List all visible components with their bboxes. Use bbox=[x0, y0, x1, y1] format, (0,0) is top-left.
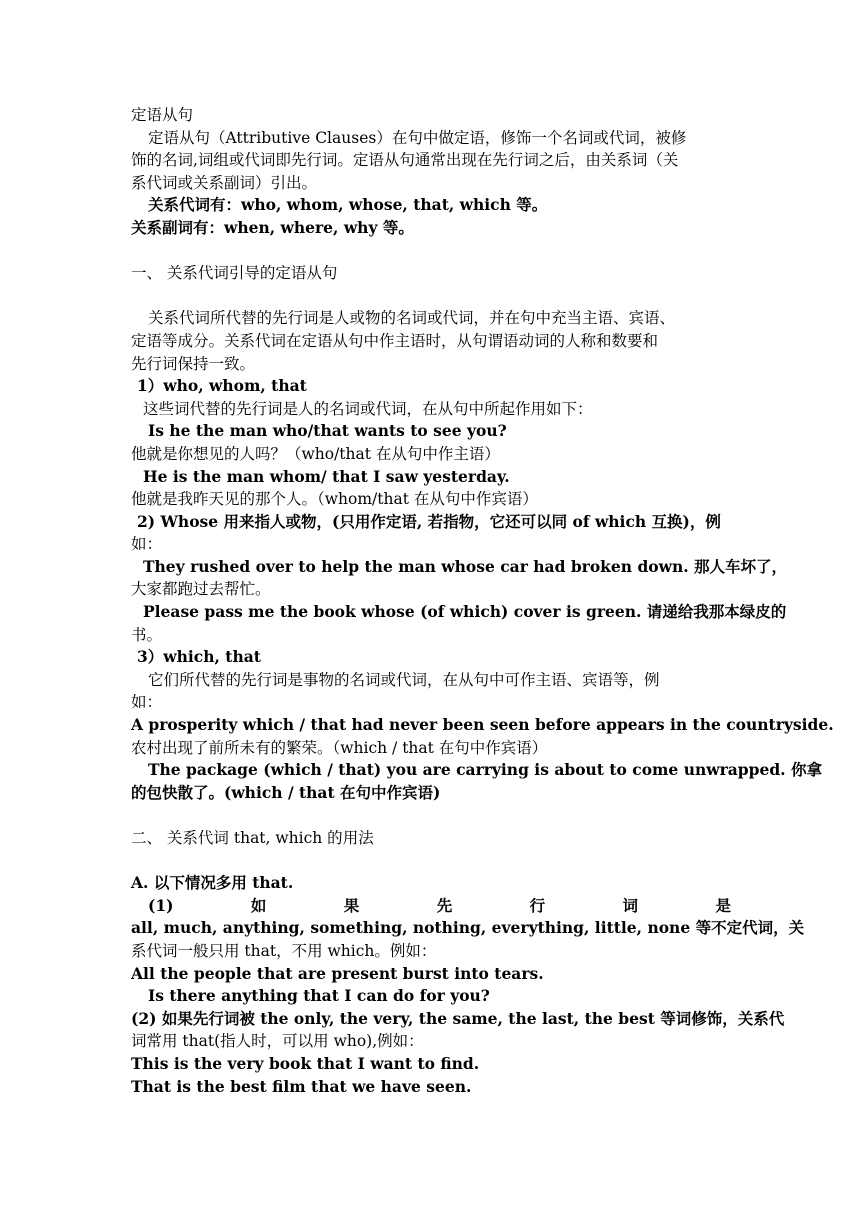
rule-2-line-1: (2) 如果先行词被 the only, the very, the same, the last, the best 等词修饰，关系代 bbox=[131, 1008, 785, 1028]
rule-1-word: 行 bbox=[529, 895, 546, 915]
rule-1-line-3: 系代词一般只用 that，不用 which。例如： bbox=[131, 941, 437, 960]
document-title: 定语从句 bbox=[131, 106, 194, 124]
rule-a-title: A. 以下情况多用 that. bbox=[131, 873, 294, 893]
example-sentence: All the people that are present burst into tears. bbox=[131, 963, 544, 983]
document-page bbox=[131, 104, 834, 1098]
spacer bbox=[131, 850, 731, 873]
rule-1-line-1 bbox=[131, 895, 731, 918]
subsection-3-title: 3）which, that bbox=[137, 647, 261, 667]
rule-1-line-2: all, much, anything, something, nothing, everything, little, none 等不定代词，关 bbox=[131, 918, 805, 938]
example-sentence: Is there anything that I can do for you? bbox=[148, 986, 490, 1006]
example-sentence: The package (which / that) you are carrying is about to come unwrapped. 你拿 bbox=[148, 760, 822, 780]
example-translation: 他就是你想见的人吗？（who/that 在从句中作主语） bbox=[131, 444, 500, 463]
example-sentence: Please pass me the book whose (of which) cover is green. 请递给我那本绿皮的 bbox=[143, 602, 787, 622]
section-2-heading: 二、 关系代词 that, which 的用法 bbox=[131, 829, 374, 847]
example-sentence: Is he the man who/that wants to see you? bbox=[148, 421, 507, 441]
relative-adverbs-list: 关系副词有：when, where, why 等。 bbox=[131, 217, 414, 237]
example-translation: 大家都跑过去帮忙。 bbox=[131, 580, 271, 599]
spacer bbox=[131, 240, 731, 263]
example-translation: 他就是我昨天见的那个人。（whom/that 在从句中作宾语） bbox=[131, 490, 538, 509]
intro-line-1: 定语从句（Attributive Clauses）在句中做定语，修饰一个名词或代词，被修 bbox=[148, 128, 687, 147]
subsection-2-title-line-2: 如： bbox=[131, 535, 163, 554]
subsection-1-title: 1）who, whom, that bbox=[137, 376, 307, 396]
section-1-para-line-3: 先行词保持一致。 bbox=[131, 354, 256, 373]
example-translation: 农村出现了前所未有的繁荣。（which / that 在句中作宾语） bbox=[131, 738, 548, 757]
subsection-2-title-line-1: 2) Whose 用来指人或物，(只用作定语, 若指物，它还可以同 of which 互换)，例 bbox=[137, 511, 721, 531]
example-sentence: He is the man whom/ that I saw yesterday. bbox=[143, 466, 510, 486]
intro-line-2: 饰的名词,词组或代词即先行词。定语从句通常出现在先行词之后，由关系词（关 bbox=[131, 151, 679, 170]
rule-1-word: 果 bbox=[343, 895, 360, 915]
spacer bbox=[131, 285, 731, 308]
example-translation: 的包快散了。(which / that 在句中作宾语) bbox=[131, 782, 441, 802]
rule-1-word: 如 bbox=[250, 895, 267, 915]
rule-1-word: 词 bbox=[622, 895, 639, 915]
example-sentence: A prosperity which / that had never been seen before appears in the countryside. bbox=[131, 715, 834, 735]
section-1-para-line-2: 定语等成分。关系代词在定语从句中作主语时，从句谓语动词的人称和数要和 bbox=[131, 331, 659, 350]
section-1-para-line-1: 关系代词所代替的先行词是人或物的名词或代词，并在句中充当主语、宾语、 bbox=[148, 309, 676, 328]
rule-2-line-2: 词常用 that(指人时，可以用 who),例如： bbox=[131, 1032, 424, 1051]
spacer bbox=[131, 804, 731, 827]
rule-1-word: 先 bbox=[436, 895, 453, 915]
intro-line-3: 系代词或关系副词）引出。 bbox=[131, 173, 318, 192]
subsection-3-description-line-2: 如： bbox=[131, 693, 163, 712]
subsection-1-description: 这些词代替的先行词是人的名词或代词，在从句中所起作用如下： bbox=[143, 399, 593, 418]
example-sentence: This is the very book that I want to find. bbox=[131, 1053, 480, 1073]
rule-1-word: (1) bbox=[148, 895, 174, 915]
section-1-heading: 一、 关系代词引导的定语从句 bbox=[131, 264, 338, 283]
example-translation: 书。 bbox=[131, 625, 163, 644]
example-sentence: That is the best film that we have seen. bbox=[131, 1076, 472, 1096]
relative-pronouns-list: 关系代词有：who, whom, whose, that, which 等。 bbox=[148, 195, 548, 215]
example-sentence: They rushed over to help the man whose car had broken down. 那人车坏了， bbox=[143, 556, 788, 576]
rule-1-word: 是 bbox=[715, 895, 731, 915]
subsection-3-description-line-1: 它们所代替的先行词是事物的名词或代词，在从句中可作主语、宾语等，例 bbox=[148, 670, 660, 689]
